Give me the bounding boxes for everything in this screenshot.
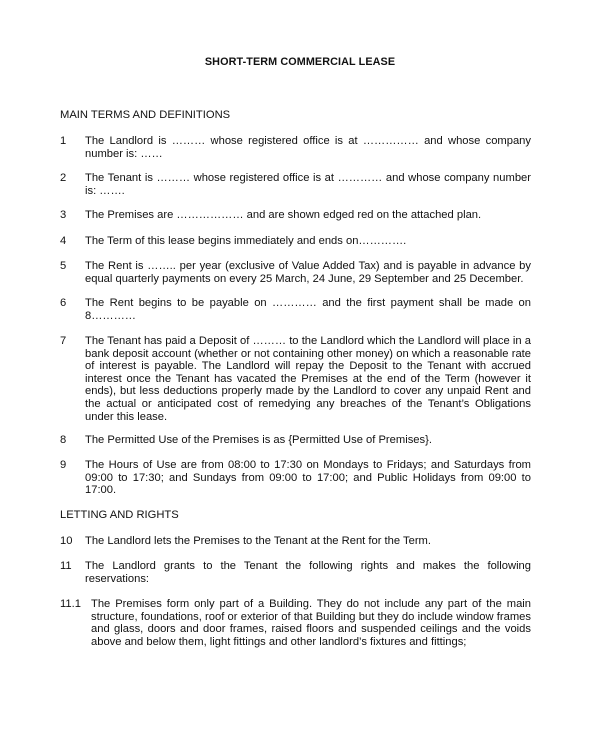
section-heading-main-terms: MAIN TERMS AND DEFINITIONS [60, 109, 231, 121]
clause-text: The Rent begins to be payable on ………… and the first payment shall be made on 8………… [85, 297, 531, 322]
clause-number: 7 [60, 335, 67, 347]
clause-text: The Term of this lease begins immediately and ends on…………. [85, 235, 407, 247]
clause-7 [60, 335, 531, 423]
section-heading-letting-rights: LETTING AND RIGHTS [60, 509, 179, 521]
clause-3 [60, 209, 531, 222]
clause-number: 6 [60, 297, 67, 309]
clause-text: The Tenant is ……… whose registered office is at ………… and whose company number is: ……. [85, 172, 531, 197]
clause-number: 10 [60, 535, 73, 547]
clause-number: 11 [60, 560, 72, 572]
clause-11 [60, 560, 531, 585]
clause-text: The Premises form only part of a Building. They do not include any part of the main structure, foundations, roof or exterior of that Building but they do include window frames and glass, doors and door frames, raised floors and suspended ceilings and the voids above and below them, light fittings and other landlord’s fixtures and fittings; [91, 598, 531, 648]
clause-number: 9 [60, 459, 67, 471]
clause-8 [60, 434, 531, 447]
clause-text: The Tenant has paid a Deposit of ……… to the Landlord which the Landlord will place in a bank deposit account (whether or not containing other money) on which a reasonable rate of interest is payable. The Landlord will repay the Deposit to the Tenant with accrued interest once the Tenant has vacated the Premises at the end of the Term (however it ends), but less deductions properly made by the Landlord to cover any unpaid Rent and the actual or anticipated cost of remedying any breaches of the Tenant’s Obligations under this lease. [85, 335, 531, 423]
clause-text: The Hours of Use are from 08:00 to 17:30 on Mondays to Fridays; and Saturdays from 09:00 to 17:30; and Sundays from 09:00 to 17:00; and Public Holidays from 09:00 to 17:00. [85, 459, 531, 497]
clause-text: The Landlord is ……… whose registered office is at …………… and whose company number is: …… [85, 135, 531, 160]
document-title: SHORT-TERM COMMERCIAL LEASE [204, 56, 396, 68]
clause-number: 8 [60, 434, 67, 446]
clause-text: The Landlord lets the Premises to the Tenant at the Rent for the Term. [85, 535, 431, 547]
clause-number: 3 [60, 209, 67, 221]
clause-text: The Landlord grants to the Tenant the following rights and makes the following reservations: [85, 560, 531, 585]
clause-6 [60, 297, 531, 322]
clause-number: 2 [60, 172, 67, 184]
clause-9 [60, 459, 531, 497]
clause-1 [60, 135, 531, 160]
clause-10 [60, 535, 531, 548]
clause-5 [60, 260, 531, 285]
clause-number: 4 [60, 235, 67, 247]
clause-number: 11.1 [60, 598, 81, 610]
clause-number: 1 [60, 135, 67, 147]
clause-11-1 [60, 598, 531, 648]
clause-text: The Premises are ……………… and are shown edged red on the attached plan. [85, 209, 482, 221]
clause-text: The Permitted Use of the Premises is as {Permitted Use of Premises}. [85, 434, 432, 446]
clause-number: 5 [60, 260, 67, 272]
clause-text: The Rent is …….. per year (exclusive of Value Added Tax) and is payable in advance by equal quarterly payments on every 25 March, 24 June, 29 September and 25 December. [85, 260, 531, 285]
clause-2 [60, 172, 531, 197]
clause-4 [60, 235, 531, 248]
